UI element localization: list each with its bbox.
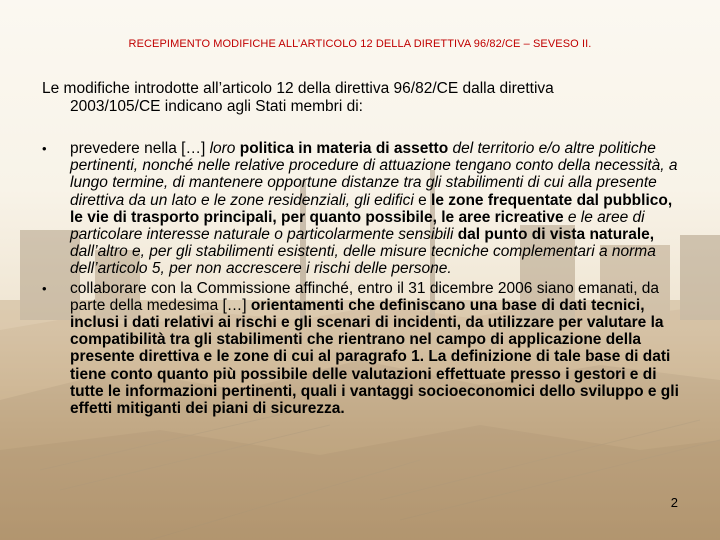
page-number: 2 [670, 495, 678, 510]
bullet-marker: • [42, 141, 47, 156]
bullet1-text-6: le zone frequentate dal pubblico, le vie di trasporto principali, per quanto possibile, le aree ricreative [70, 191, 673, 226]
bullet1-text-2: loro [209, 140, 236, 157]
bullet1-text-9: dall’altro e, per gli stabilimenti esistenti, delle misure tecniche complementari a norma dell’articolo 5, per non accrescere i rischi delle persone. [70, 243, 656, 278]
intro-line-2: 2003/105/CE indicano agli Stati membri di: [70, 98, 363, 115]
bullet2-text-2: orientamenti che definiscano una base di dati tecnici, inclusi i dati relativi ai rischi e gli scenari di incidenti, da utilizzare per valutare la compatibilità tra gli stabilimenti che rientrano nel campo di applicazione della presente direttiva e le zone di cui al paragrafo 1. La definizione di tale base di dati tiene conto quanto più possibile delle valutazioni effettuate presso i gestori e di tutte le informazioni pertinenti, quali i vantaggi socioeconomici dello sviluppo e gli effetti mitiganti dei piani di sicurezza. [70, 296, 679, 418]
bullet1-text-1: prevedere nella […] [70, 140, 210, 157]
bullet1-text-3: politica in materia di assetto [235, 140, 449, 157]
slide-title: RECEPIMENTO MODIFICHE ALL’ARTICOLO 12 DELLA DIRETTIVA 96/82/CE – SEVESO II. [128, 38, 592, 50]
bullet-marker: • [42, 280, 47, 296]
intro-paragraph [42, 80, 682, 116]
bullet1-text-7: e le aree di particolare interesse naturale o particolarmente sensibili [70, 208, 645, 244]
bullet1-text-4: del territorio e/o altre politiche pertinenti, nonché nelle relative procedure di attuazione tengano conto della necessità, a lungo termine, di mantenere opportune distanze tra gli stabilimenti di cui alla presente direttiva da un lato e le zone residenziali, gli edifici [70, 140, 678, 209]
bullet-item-1 [42, 140, 682, 278]
bullet2-text-1: collaborare con la Commissione affinché, entro il 31 dicembre 2006 siano emanati, da parte della medesima […] [70, 279, 660, 314]
bullet1-text-5: e [413, 191, 432, 209]
intro-line-1: Le modifiche introdotte all’articolo 12 della direttiva 96/82/CE dalla direttiva [42, 80, 554, 97]
bullet-item-2 [42, 280, 682, 418]
bullet1-text-8: dal punto di vista naturale, [453, 226, 655, 244]
bullet-list [42, 140, 682, 419]
